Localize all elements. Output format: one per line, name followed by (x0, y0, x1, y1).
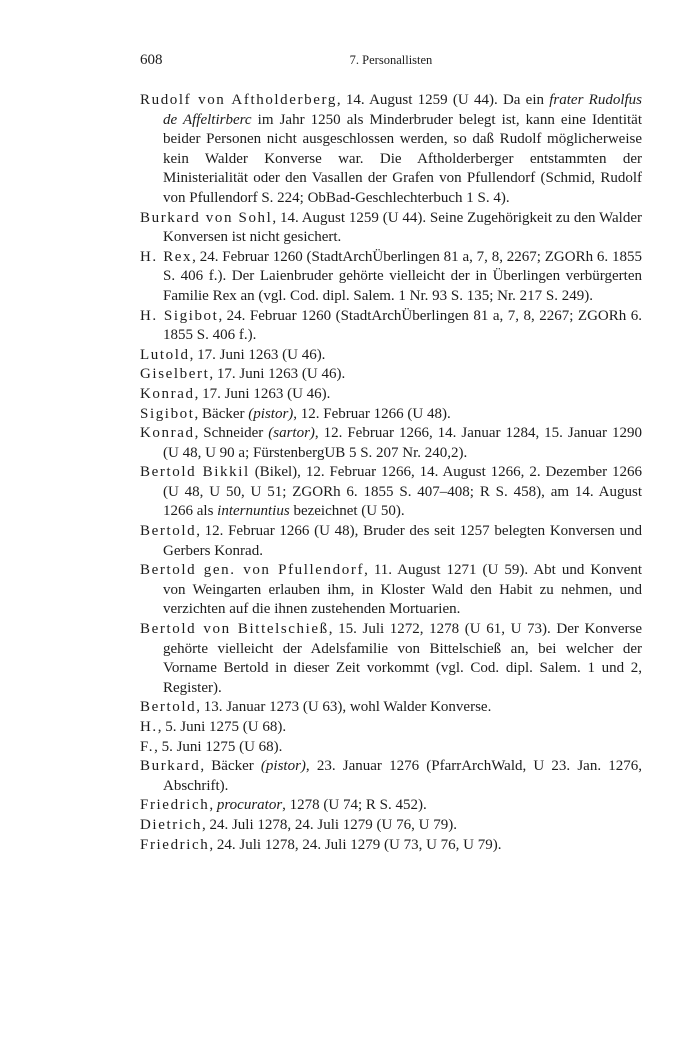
person-name: Bertold (140, 523, 197, 540)
entry-text: , (209, 797, 217, 814)
person-name: Rudolf von Aftholderberg (140, 92, 337, 108)
personnel-list (140, 91, 642, 855)
list-entry (140, 385, 642, 405)
person-name: Sigibot (140, 405, 195, 422)
list-entry (140, 561, 642, 620)
page-header (140, 52, 642, 72)
latin-term: (pistor) (248, 405, 294, 422)
list-entry (140, 620, 642, 698)
person-name: H. Sigibot (140, 307, 219, 324)
list-entry (140, 307, 642, 346)
list-entry (140, 365, 642, 385)
list-entry (140, 522, 642, 561)
list-entry (140, 738, 642, 758)
latin-term: frater Rudolfus de Affeltirberc (163, 92, 642, 128)
person-name: Friedrich (140, 836, 210, 853)
entry-text: , 24. Februar 1260 (StadtArchÜberlingen 81 a, 7, 8, 2267; ZGORh 6. 1855 S. 406 f.). (163, 307, 642, 344)
person-name: Konrad (140, 385, 195, 402)
list-entry (140, 248, 642, 307)
person-name: F. (140, 738, 155, 755)
list-entry (140, 91, 642, 209)
entry-text: , 14. August 1259 (U 44). Da ein (336, 92, 550, 108)
person-name: H. Rex (140, 248, 193, 265)
entry-text: , 1278 (U 74; R S. 452). (282, 797, 427, 814)
list-entry (140, 757, 642, 796)
entry-text: , 24. Juli 1278, 24. Juli 1279 (U 76, U 79). (201, 816, 457, 833)
person-name: H. (140, 719, 158, 735)
entry-text: , 13. Januar 1273 (U 63), wohl Walder Konverse. (196, 699, 492, 716)
latin-term: procurator (216, 797, 283, 814)
entry-text: , 17. Juni 1263 (U 46). (194, 385, 331, 402)
person-name: Bertold von Bittelschieß (140, 621, 329, 638)
latin-term: (sartor) (268, 425, 315, 442)
list-entry (140, 816, 642, 836)
person-name: Bertold gen. von Pfullendorf (140, 562, 365, 579)
list-entry (140, 796, 642, 816)
list-entry (140, 209, 642, 248)
person-name: Burkard (140, 758, 201, 775)
entry-text: , 12. Februar 1266 (U 48). (293, 405, 451, 422)
entry-text: , Bäcker (200, 758, 261, 775)
entry-text: bezeichnet (U 50). (289, 503, 405, 520)
person-name: Friedrich (140, 797, 210, 814)
person-name: Bertold Bikkil (140, 464, 250, 481)
entry-text: , 12. Februar 1266 (U 48), Bruder des seit 1257 belegten Konversen und Gerbers Konrad. (163, 523, 642, 559)
running-title: 7. Personallisten (349, 53, 433, 67)
list-entry (140, 718, 642, 738)
entry-text: , 17. Juni 1263 (U 46). (209, 366, 346, 383)
person-name: Lutold (140, 346, 190, 363)
entry-text: , 12. Februar 1266, 14. Januar 1284, 15. Januar 1290 (U 48, U 90 a; FürstenbergUB 5 S. 207 Nr. 240,2). (163, 425, 642, 461)
entry-text: , 23. Januar 1276 (PfarrArchWald, U 23. Jan. 1276, Abschrift). (163, 758, 642, 794)
entry-text: im Jahr 1250 als Minderbruder belegt ist, kann eine Identität beider Personen nicht ausgeschlossen werden, so daß Rudolf möglicherweise kein Walder Konverse war. Die Aftholderberger entstammten der Ministerialität oder den Vasallen der Grafen von Pfullendorf (Schmid, Rudolf von Pfullendorf S. 224; ObBad-Geschlechterbuch 1 S. 4). (163, 111, 642, 206)
person-name: Bertold (140, 699, 197, 716)
entry-text: , 11. August 1271 (U 59). Abt und Konvent von Weingarten erlauben ihm, in Kloster Wald den Habit zu nehmen, und verzichten auf die ihnen zustehenden Mortuarien. (163, 562, 642, 618)
entry-text: , 24. Februar 1260 (StadtArchÜberlingen 81 a, 7, 8, 2267; ZGORh 6. 1855 S. 406 f.). Der Laienbruder gehörte vielleicht der in Überlingen verbürgerten Familie Rex an (vgl. Cod. dipl. Salem. 1 Nr. 93 S. 135; Nr. 217 S. 249). (163, 248, 642, 304)
latin-term: (pistor) (260, 758, 306, 775)
list-entry (140, 836, 642, 856)
person-name: Dietrich (140, 816, 202, 833)
entry-text: (Bikel), 12. Februar 1266, 14. August 1266, 2. Dezember 1266 (U 48, U 50, U 51; ZGORh 6. 1855 S. 407–408; R S. 458), am 14. August 1266 als (163, 464, 642, 520)
entry-text: , 17. Juni 1263 (U 46). (189, 346, 326, 363)
latin-term: internuntius (217, 503, 290, 520)
list-entry (140, 346, 642, 366)
entry-text: , Schneider (194, 425, 269, 442)
entry-text: , 5. Juni 1275 (U 68). (157, 719, 287, 735)
list-entry (140, 463, 642, 522)
entry-text: , Bäcker (194, 405, 249, 422)
person-name: Giselbert (140, 366, 210, 383)
page-number: 608 (140, 52, 163, 68)
person-name: Konrad (140, 425, 195, 442)
list-entry (140, 698, 642, 718)
entry-text: , 14. August 1259 (U 44). Seine Zugehörigkeit zu den Walder Konversen ist nicht gesichert. (163, 209, 642, 246)
person-name: Burkard von Sohl (140, 209, 273, 226)
entry-text: , 24. Juli 1278, 24. Juli 1279 (U 73, U 76, U 79). (209, 836, 502, 853)
entry-text: , 5. Juni 1275 (U 68). (154, 738, 283, 755)
list-entry (140, 405, 642, 425)
entry-text: , 15. Juli 1272, 1278 (U 61, U 73). Der Konverse gehörte vielleicht der Adelsfamilie von Bittelschieß an, bei welcher der Vorname Bertold in dieser Zeit vorkommt (vgl. Cod. dipl. Salem. 1 und 2, Register). (163, 621, 642, 696)
list-entry (140, 424, 642, 463)
